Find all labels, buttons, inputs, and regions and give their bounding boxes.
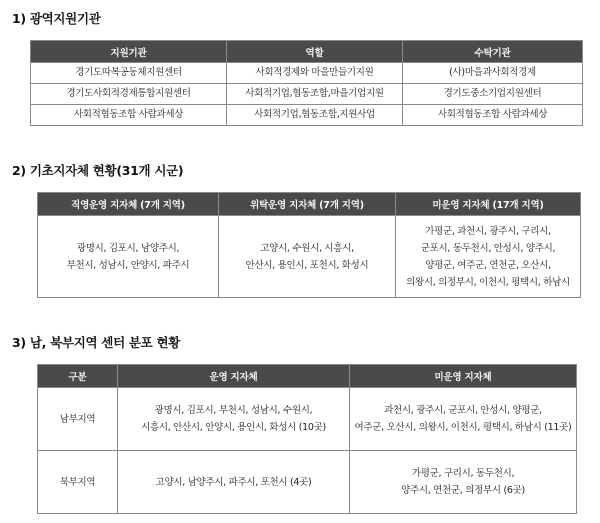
cell-line: 군포시, 동두천시, 안성시, 양주시, — [420, 242, 556, 254]
section3-title: 3) 남, 북부지역 센터 분포 현황 — [12, 335, 181, 350]
section2-title: 2) 기초지자체 현황(31개 시군) — [12, 163, 184, 178]
column-header: 위탁운영 지자체 (7개 지역) — [219, 193, 396, 216]
table-cell: 사회적협동조합 사람과세상 — [31, 105, 227, 126]
table-cell: 경기도따복공동체지원센터 — [31, 63, 227, 84]
local-government-table — [37, 192, 581, 298]
column-header: 구분 — [38, 365, 118, 388]
table-row — [38, 388, 577, 451]
column-header: 지원기관 — [31, 41, 227, 63]
table-row — [38, 216, 581, 298]
table-cell — [38, 216, 219, 298]
table-cell — [350, 451, 577, 514]
table-row — [31, 84, 583, 105]
table-cell: 사회적경제와 마을만들기지원 — [227, 63, 403, 84]
table-cell — [118, 388, 350, 451]
table-cell — [350, 388, 577, 451]
cell-line: 광명시, 김포시, 부천시, 성남시, 수원시, — [154, 405, 313, 416]
cell-line: 여주군, 오산시, 의왕시, 이천시, 평택시, 하남시 (11곳) — [354, 422, 572, 433]
table-cell: 경기도사회적경제통합지원센터 — [31, 84, 227, 105]
cell-line: 시흥시, 안산시, 안양시, 용인시, 화성시 (10곳) — [141, 422, 326, 433]
cell-line: 양주시, 연천군, 의정부시 (6곳) — [401, 485, 525, 496]
row-label: 북부지역 — [38, 451, 118, 514]
table-cell: 경기도중소기업지원센터 — [403, 84, 583, 105]
table-row — [38, 451, 577, 514]
column-header: 역할 — [227, 41, 403, 63]
table-header-row — [38, 193, 581, 216]
cell-line: 가평군, 구리시, 동두천시, — [411, 468, 515, 479]
cell-line: 의왕시, 의정부시, 이천시, 평택시, 하남시 — [406, 276, 570, 288]
cell-line: 안산시, 용인시, 포천시, 화성시 — [245, 259, 369, 271]
column-header: 운영 지자체 — [118, 365, 350, 388]
table-cell — [396, 216, 581, 298]
column-header: 수탁기관 — [403, 41, 583, 63]
column-header: 미운영 지자체 (17개 지역) — [396, 193, 581, 216]
row-label: 남부지역 — [38, 388, 118, 451]
table-cell: 사회적기업,협동조합,마을기업지원 — [227, 84, 403, 105]
region-distribution-table — [37, 364, 577, 514]
cell-line: 가평군, 과천시, 광주시, 구리시, — [425, 225, 551, 237]
table-cell — [219, 216, 396, 298]
column-header: 미운영 지자체 — [350, 365, 577, 388]
table-cell: (사)마을과사회적경제 — [403, 63, 583, 84]
table-row — [31, 63, 583, 84]
cell-line: 과천시, 광주시, 군포시, 안성시, 양평군, — [384, 405, 542, 416]
table-header-row — [31, 41, 583, 63]
cell-line: 고양시, 수원시, 시흥시, — [260, 242, 354, 254]
table-cell — [118, 451, 350, 514]
support-agency-table — [30, 40, 583, 126]
cell-line: 양평군, 여주군, 연천군, 오산시, — [425, 259, 551, 271]
table-row — [31, 105, 583, 126]
cell-line: 광명시, 김포시, 남양주시, — [76, 242, 180, 254]
table-header-row — [38, 365, 577, 388]
section1-title: 1) 광역지원기관 — [12, 11, 101, 26]
cell-line: 고양시, 남양주시, 파주시, 포천시 (4곳) — [155, 476, 312, 488]
table-cell: 사회적기업,협동조합,지원사업 — [227, 105, 403, 126]
cell-line: 부천시, 성남시, 안양시, 파주시 — [66, 259, 190, 271]
table-cell: 사회적협동조합 사람과세상 — [403, 105, 583, 126]
column-header: 직영운영 지자체 (7개 지역) — [38, 193, 219, 216]
